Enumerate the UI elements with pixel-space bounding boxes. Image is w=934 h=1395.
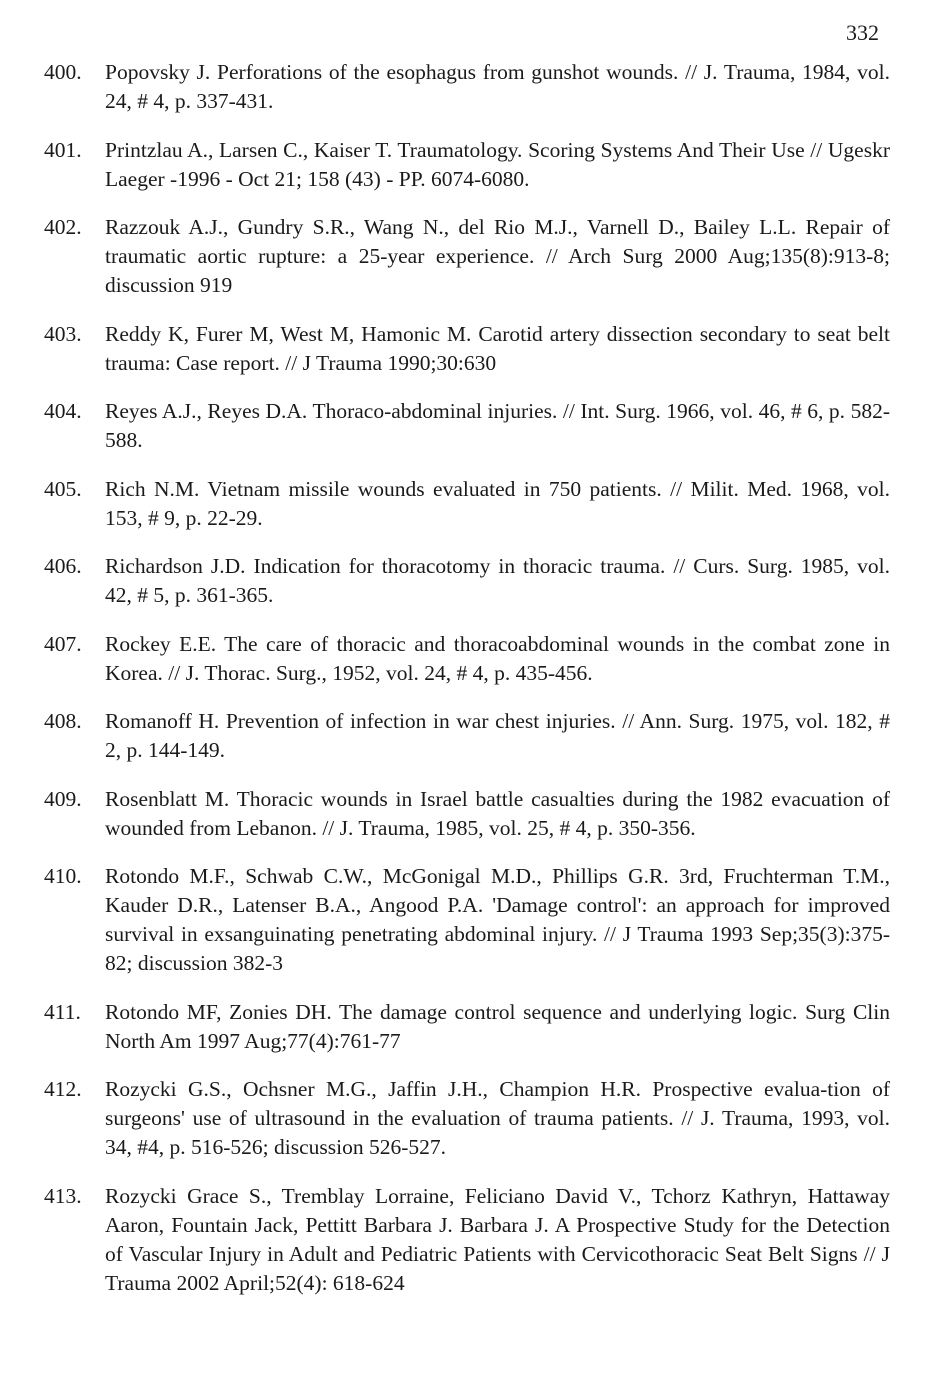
reference-number: 401. <box>44 137 82 162</box>
reference-text: Razzouk A.J., Gundry S.R., Wang N., del Rio M.J., Varnell D., Bailey L.L. Repair of traumatic aortic rupture: a 25-year experience. // Arch Surg 2000 Aug;135(8):913-8; discussion 919 <box>105 215 890 297</box>
reference-item <box>44 707 890 765</box>
reference-text: Reddy K, Furer M, West M, Hamonic M. Carotid artery dissection secondary to seat belt trauma: Case report. // J Trauma 1990;30:630 <box>105 321 890 375</box>
reference-text: Printzlau A., Larsen C., Kaiser T. Traumatology. Scoring Systems And Their Use // Ugeskr Laeger -1996 - Oct 21; 158 (43) - PP. 6074-6080. <box>105 137 890 191</box>
reference-text: Popovsky J. Perforations of the esophagus from gunshot wounds. // J. Trauma, 1984, vol. 24, # 4, p. 337-431. <box>105 60 890 113</box>
reference-item <box>44 397 890 455</box>
reference-item <box>44 630 890 688</box>
reference-list <box>44 58 890 1317</box>
reference-number: 412. <box>44 1077 82 1101</box>
reference-number: 402. <box>44 215 82 239</box>
reference-text: Rozycki G.S., Ochsner M.G., Jaffin J.H., Champion H.R. Prospective evalua-tion of surgeons' use of ultrasound in the evaluation of trauma patients. // J. Trauma, 1993, vol. 34, #4, p. 516-526; discussion 526-527. <box>105 1077 890 1159</box>
reference-text: Richardson J.D. Indication for thoracotomy in thoracic trauma. // Curs. Surg. 1985, vol. 42, # 5, p. 361-365. <box>105 554 890 607</box>
reference-number: 406. <box>44 554 82 578</box>
reference-item <box>44 475 890 533</box>
reference-item <box>44 1182 890 1298</box>
reference-item <box>44 862 890 978</box>
reference-number: 411. <box>44 999 81 1024</box>
reference-number: 408. <box>44 709 82 733</box>
reference-item <box>44 58 890 116</box>
reference-item <box>44 998 890 1056</box>
reference-text: Rotondo MF, Zonies DH. The damage control sequence and underlying logic. Surg Clin North Am 1997 Aug;77(4):761-77 <box>105 999 890 1053</box>
reference-item <box>44 320 890 378</box>
reference-item <box>44 552 890 610</box>
reference-number: 410. <box>44 864 82 888</box>
reference-item <box>44 1075 890 1162</box>
reference-text: Rozycki Grace S., Tremblay Lorraine, Feliciano David V., Tchorz Kathryn, Hattaway Aaron, Fountain Jack, Pettitt Barbara J. Barbara J. A Prospective Study for the Detection of Vascular Injury in Adult and Pediatric Patients with Cervicothoracic Seat Belt Signs // J Trauma 2002 April;52(4): 618-624 <box>105 1183 890 1295</box>
page-number: 332 <box>846 20 879 45</box>
reference-item <box>44 213 890 300</box>
reference-number: 409. <box>44 786 82 811</box>
reference-item <box>44 785 890 843</box>
reference-number: 404. <box>44 399 82 423</box>
reference-text: Rich N.M. Vietnam missile wounds evaluated in 750 patients. // Milit. Med. 1968, vol. 153, # 9, p. 22-29. <box>105 476 890 530</box>
reference-number: 413. <box>44 1183 82 1208</box>
reference-number: 407. <box>44 631 82 656</box>
reference-item <box>44 136 890 194</box>
reference-text: Rotondo M.F., Schwab C.W., McGonigal M.D., Phillips G.R. 3rd, Fruchterman T.M., Kauder D.R., Latenser B.A., Angood P.A. 'Damage control': an approach for improved survival in exsanguinating penetrating abdominal injury. // J Trauma 1993 Sep;35(3):375-82; discussion 382-3 <box>105 864 890 975</box>
reference-number: 400. <box>44 60 82 84</box>
reference-text: Rockey E.E. The care of thoracic and thoracoabdominal wounds in the combat zone in Korea. // J. Thorac. Surg., 1952, vol. 24, # 4, p. 435-456. <box>105 631 890 685</box>
reference-number: 403. <box>44 321 82 346</box>
reference-text: Rosenblatt M. Thoracic wounds in Israel battle casualties during the 1982 evacuation of wounded from Lebanon. // J. Trauma, 1985, vol. 25, # 4, p. 350-356. <box>105 786 890 840</box>
reference-text: Reyes A.J., Reyes D.A. Thoraco-abdominal injuries. // Int. Surg. 1966, vol. 46, # 6, p. 582-588. <box>105 399 890 452</box>
reference-text: Romanoff H. Prevention of infection in war chest injuries. // Ann. Surg. 1975, vol. 182, # 2, p. 144-149. <box>105 709 890 762</box>
reference-number: 405. <box>44 476 82 501</box>
